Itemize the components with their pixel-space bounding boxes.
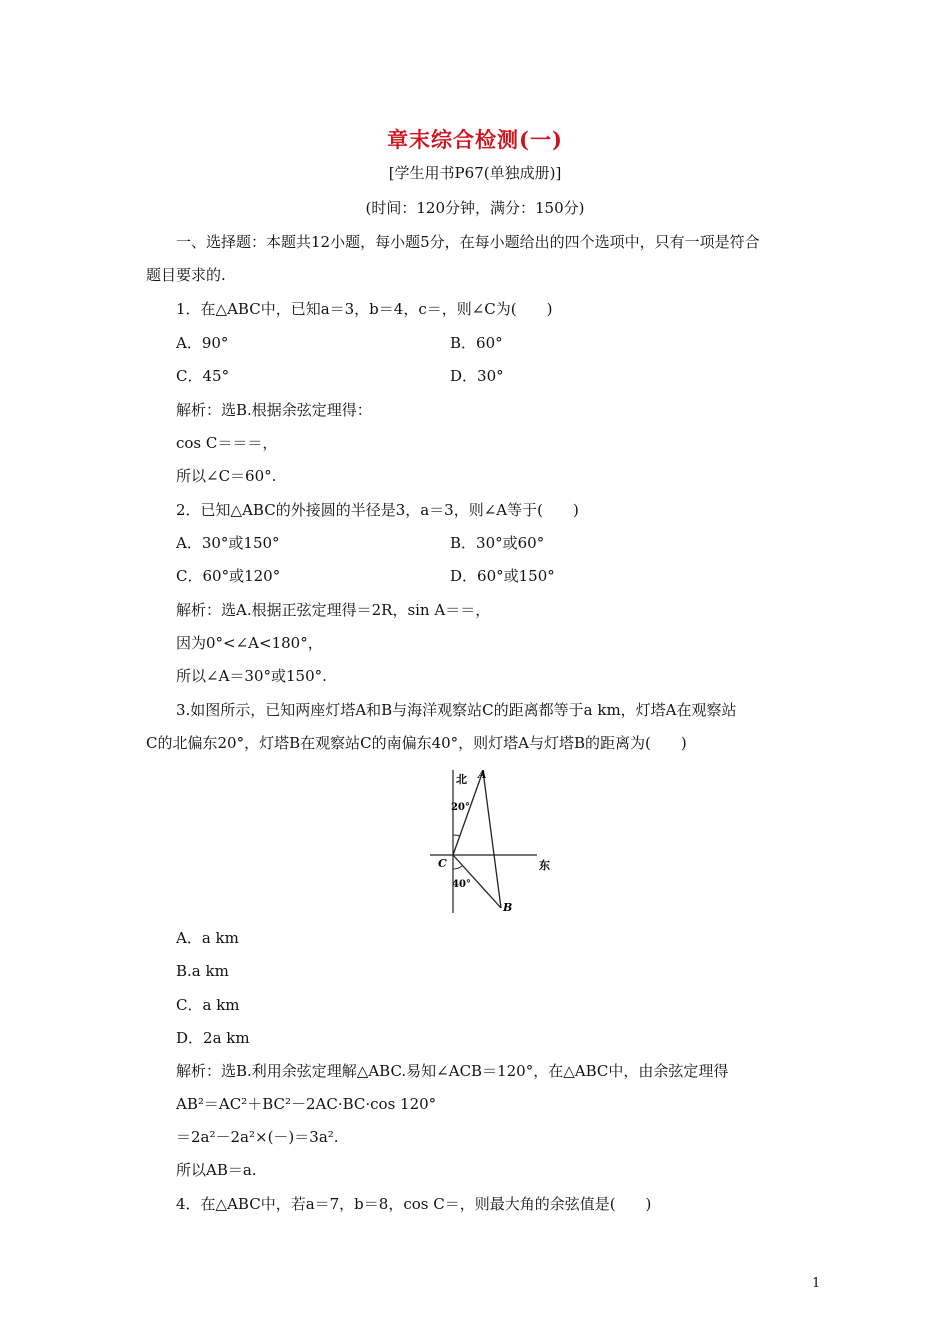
point-b-label: B bbox=[503, 901, 513, 914]
q1-solution-conclusion: 所以∠C＝60°. bbox=[176, 467, 277, 485]
q1-solution-formula: cos C＝＝＝， bbox=[176, 434, 278, 452]
q3-solution-step: ＝2a²－2a²×(－)＝3a². bbox=[176, 1128, 339, 1146]
angle-40-label: 40° bbox=[452, 879, 471, 890]
page-title: 章末综合检测(一) bbox=[387, 127, 563, 152]
q2-option-c: C．60°或120° bbox=[176, 567, 281, 585]
book-reference: [学生用书P67(单独成册)] bbox=[388, 164, 562, 182]
q3-option-d: D．2a km bbox=[176, 1029, 250, 1047]
q3-stem-cont: C的北偏东20°，灯塔B在观察站C的南偏东40°，则灯塔A与灯塔B的距离为( ) bbox=[146, 734, 687, 752]
segment-ab bbox=[483, 771, 501, 908]
q1-option-c: C．45° bbox=[176, 367, 230, 385]
q2-solution-range: 因为0°<∠A<180°， bbox=[176, 634, 323, 652]
q3-solution-conclusion: 所以AB＝a. bbox=[176, 1161, 257, 1179]
q2-option-d: D．60°或150° bbox=[450, 567, 555, 585]
lighthouse-figure bbox=[420, 766, 565, 916]
q4-stem: 4．在△ABC中，若a＝7，b＝8，cos C＝，则最大角的余弦值是( ) bbox=[176, 1195, 652, 1213]
point-a-label: A bbox=[478, 768, 487, 781]
north-label: 北 bbox=[456, 773, 467, 786]
page-number: 1 bbox=[812, 1276, 821, 1291]
angle-arc-top bbox=[453, 835, 460, 836]
q2-solution: 解析：选A.根据正弦定理得＝2R，sin A＝＝， bbox=[176, 601, 491, 619]
q3-option-b: B.a km bbox=[176, 962, 229, 980]
q2-solution-conclusion: 所以∠A＝30°或150°. bbox=[176, 667, 327, 685]
time-score-info: (时间：120分钟，满分：150分) bbox=[365, 199, 585, 217]
q1-solution: 解析：选B.根据余弦定理得： bbox=[176, 401, 372, 419]
q3-solution: 解析：选B.利用余弦定理解△ABC.易知∠ACB＝120°，在△ABC中，由余弦定理得 bbox=[176, 1062, 729, 1080]
q3-solution-formula: AB²＝AC²＋BC²－2AC·BC·cos 120° bbox=[176, 1095, 437, 1113]
angle-arc-bottom bbox=[453, 866, 462, 869]
q3-option-c: C．a km bbox=[176, 996, 240, 1014]
q3-stem: 3.如图所示，已知两座灯塔A和B与海洋观察站C的距离都等于a km，灯塔A在观察站 bbox=[176, 701, 737, 719]
point-c-label: C bbox=[438, 857, 447, 870]
q1-option-b: B．60° bbox=[450, 334, 503, 352]
q2-stem: 2．已知△ABC的外接圆的半径是3，a＝3，则∠A等于( ) bbox=[176, 501, 579, 519]
q1-stem: 1．在△ABC中，已知a＝3，b＝4，c＝，则∠C为( ) bbox=[176, 300, 553, 318]
q2-option-b: B．30°或60° bbox=[450, 534, 545, 552]
q1-option-a: A．90° bbox=[176, 334, 229, 352]
q1-option-d: D．30° bbox=[450, 367, 504, 385]
section-heading-cont: 题目要求的. bbox=[146, 266, 226, 284]
q3-option-a: A．a km bbox=[176, 929, 239, 947]
section-heading: 一、选择题：本题共12小题，每小题5分，在每小题给出的四个选项中，只有一项是符合 bbox=[176, 233, 760, 251]
q2-option-a: A．30°或150° bbox=[176, 534, 280, 552]
angle-20-label: 20° bbox=[451, 802, 470, 813]
east-label: 东 bbox=[539, 859, 550, 872]
